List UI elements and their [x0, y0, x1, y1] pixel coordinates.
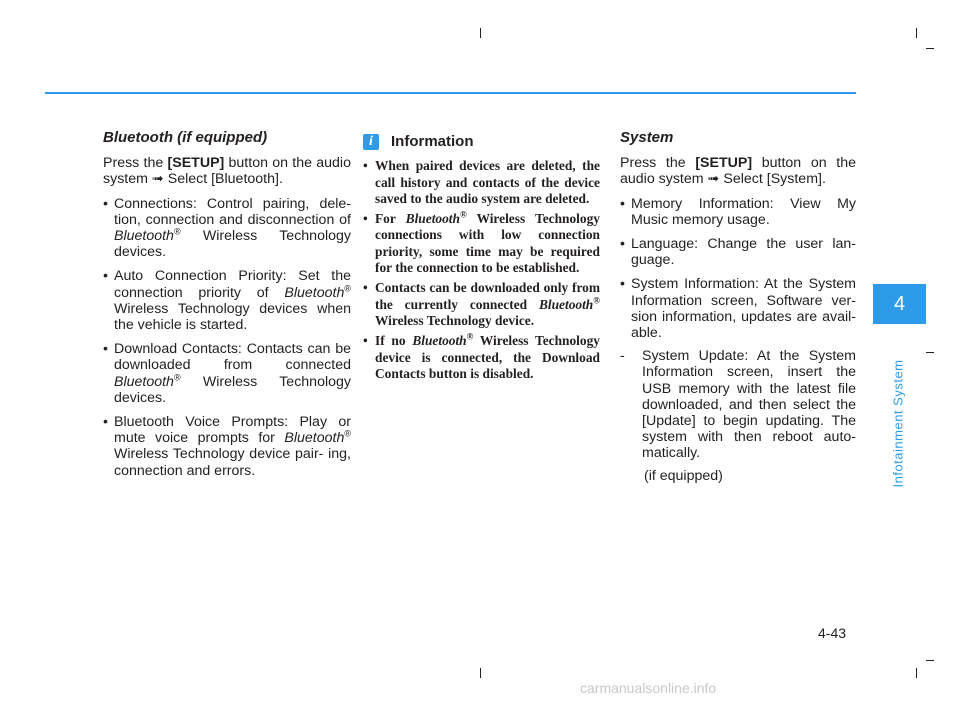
list-item: [363, 333, 600, 382]
brand-name: Bluetooth: [284, 284, 345, 301]
item-text: Download Contacts: Contacts can be downloaded from connected: [114, 341, 351, 374]
item-text: Wireless Technology connections with low connection priority, some time may be required for the connection to be established.: [375, 211, 600, 276]
list-item: • Language: Change the user lan- guage.: [620, 236, 856, 268]
chapter-title: Infotainment System: [890, 359, 906, 488]
info-icon: i: [363, 134, 379, 150]
information-title: Information: [391, 133, 474, 150]
crop-mark: [926, 352, 934, 353]
item-text: Wireless Technology device is connected, the Download Contacts button is disabled.: [375, 333, 600, 381]
column-bluetooth: [103, 130, 351, 487]
list-item: • Memory Information: View My Music memory usage.: [620, 196, 856, 228]
item-text: Wireless Technology device.: [375, 312, 535, 328]
section-heading-system: System: [620, 129, 674, 146]
information-header: [363, 134, 600, 150]
page-number: 4-43: [818, 625, 847, 641]
list-item: [103, 268, 351, 333]
header-rule: [45, 92, 856, 94]
dash-marker: -: [620, 348, 625, 365]
item-text: When paired devices are deleted, the call history and contacts of the device saved to the audio system are deleted.: [375, 158, 600, 206]
item-text: Contacts can be downloaded only from the currently connected: [375, 280, 600, 312]
registered-mark: ®: [459, 209, 467, 220]
setup-label: [SETUP]: [695, 155, 753, 172]
intro-text: Select [Bluetooth].: [167, 171, 283, 188]
crop-mark: [916, 668, 917, 678]
arrow-icon: ➟: [707, 171, 720, 188]
registered-mark: ®: [344, 428, 351, 439]
column-system: [620, 130, 856, 484]
intro-text: Press the: [103, 155, 164, 172]
if-equipped-note: (if equipped): [644, 467, 723, 484]
item-text: Wireless Technology devices when the vehicle is started.: [114, 300, 351, 334]
brand-name: Bluetooth: [284, 430, 345, 447]
list-item: [363, 280, 600, 329]
brand-name: Bluetooth: [114, 373, 174, 390]
information-list: [363, 158, 600, 382]
system-options-list: [620, 196, 856, 342]
crop-mark: [926, 48, 934, 49]
registered-mark: ®: [173, 226, 181, 237]
registered-mark: ®: [593, 295, 600, 306]
item-text: Wireless Technology devices.: [114, 373, 351, 406]
registered-mark: ®: [344, 282, 351, 293]
brand-name: Bluetooth: [538, 296, 594, 312]
intro-paragraph: [103, 155, 351, 187]
intro-text: button on the audio system: [620, 155, 856, 188]
arrow-icon: ➟: [151, 171, 164, 188]
section-heading-bluetooth: Bluetooth (if equipped): [103, 129, 268, 146]
sub-item-system-update: [620, 348, 856, 461]
registered-mark: ®: [466, 331, 474, 342]
crop-mark: [480, 28, 481, 38]
item-text: For: [375, 211, 396, 227]
crop-mark: [926, 660, 934, 661]
list-item: [103, 196, 351, 261]
item-text: If no: [375, 333, 406, 349]
intro-paragraph: [620, 155, 856, 187]
column-information: [363, 130, 600, 386]
watermark: carmanualsonline.info: [580, 680, 717, 696]
brand-name: Bluetooth: [405, 211, 460, 227]
item-text: Bluetooth Voice Prompts: Play or mute voice prompts for: [114, 414, 351, 447]
crop-mark: [916, 28, 917, 38]
bluetooth-options-list: [103, 196, 351, 479]
list-item: [363, 158, 600, 207]
setup-label: [SETUP]: [167, 155, 225, 172]
registered-mark: ®: [173, 371, 181, 382]
item-text: Wireless Technology device pair- ing, connection and errors.: [114, 446, 351, 479]
list-item: [103, 341, 351, 406]
item-text: System Update: At the System Information screen, insert the USB memory with the latest file downloaded, and then select the [Update] to begin updating. The system with then reboot auto- matically.: [642, 348, 856, 462]
chapter-tab: 4: [873, 284, 926, 324]
list-item: • System Information: At the System Information screen, Software ver- sion information, updates are avail- able.: [620, 276, 856, 341]
item-text: Auto Connection Priority: Set the connection priority of: [114, 268, 351, 301]
crop-mark: [480, 668, 481, 678]
intro-text: button on the audio system: [103, 155, 351, 188]
intro-text: Press the: [620, 155, 686, 172]
list-item: [103, 414, 351, 479]
item-text: Wireless Technology devices.: [114, 228, 351, 261]
list-item: [363, 211, 600, 276]
brand-name: Bluetooth: [114, 228, 174, 245]
item-text: Connections: Control pairing, dele- tion, connection and disconnection of: [114, 195, 351, 228]
intro-text: Select [System].: [723, 171, 826, 188]
brand-name: Bluetooth: [412, 333, 467, 349]
